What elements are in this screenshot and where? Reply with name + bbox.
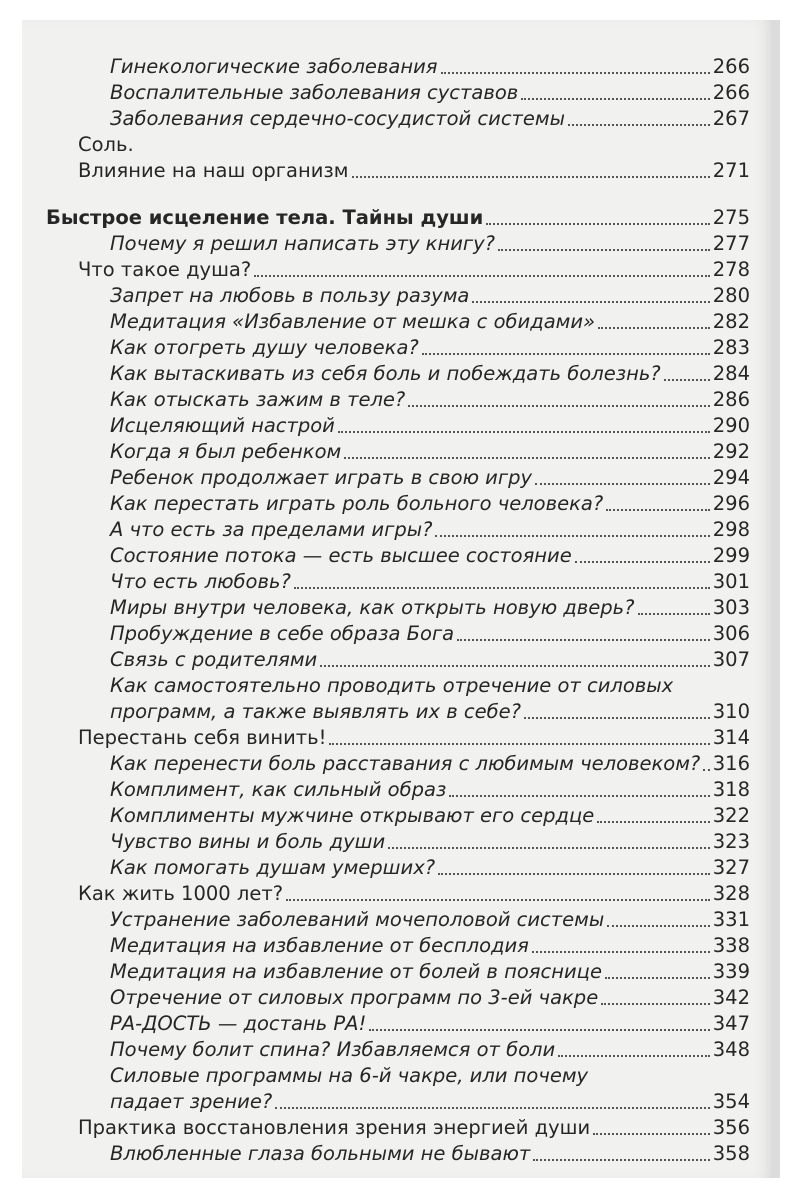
toc-entry-title: Устранение заболеваний мочеполовой системы	[110, 908, 605, 931]
toc-entry	[110, 439, 750, 465]
toc-entry-page: 314	[712, 726, 750, 749]
toc-entry-page: 286	[712, 388, 750, 411]
toc-entry	[110, 1037, 750, 1063]
dot-leader	[369, 1029, 709, 1031]
toc-entry-title: Комплимент, как сильный образ	[110, 778, 447, 801]
toc-entry	[110, 80, 750, 106]
toc-entry-title: Практика восстановления зрения энергией души	[78, 1116, 591, 1139]
toc-entry-title: Чувство вины и боль души	[110, 830, 386, 853]
toc-entry-title: Силовые программы на 6-й чакре, или почему	[110, 1064, 589, 1087]
dot-leader	[441, 72, 710, 74]
toc-entry-page: 331	[712, 908, 750, 931]
toc-entry-page: 318	[712, 778, 750, 801]
toc-entry-page: 277	[712, 232, 750, 255]
dot-leader	[593, 1133, 710, 1135]
toc-entry-title: Соль.	[78, 133, 134, 156]
toc-entry	[110, 907, 750, 933]
dot-leader	[435, 535, 709, 537]
toc-entry-page: 338	[712, 934, 750, 957]
toc-entry-title: Как перестать играть роль больного человека?	[110, 492, 604, 515]
toc-entry	[110, 959, 750, 985]
toc-entry-page: 298	[712, 518, 750, 541]
toc-entry-page: 292	[712, 440, 750, 463]
toc-entry-page: 275	[712, 206, 750, 229]
toc-entry	[78, 881, 750, 907]
toc-entry-title: Что такое душа?	[78, 258, 252, 281]
dot-leader	[275, 1107, 710, 1109]
toc-chapter	[46, 205, 750, 231]
toc-entry-title: РА-ДОСТЬ — достань РА!	[110, 1012, 367, 1035]
toc-entry-title-continued: падает зрение?	[110, 1090, 273, 1113]
dot-leader	[486, 223, 709, 225]
toc-entry-title: Связь с родителями	[110, 648, 318, 671]
toc-entry-page: 306	[712, 622, 750, 645]
toc-entry-page: 294	[712, 466, 750, 489]
toc-entry-title: Отречение от силовых программ по 3-ей чакре	[110, 986, 599, 1009]
toc-entry	[110, 777, 750, 803]
toc-entry-title: Комплименты мужчине открывают его сердце	[110, 804, 595, 827]
toc-entry	[110, 231, 750, 257]
dot-leader	[524, 717, 710, 719]
toc-entry-title: Когда я был ребенком	[110, 440, 342, 463]
toc-entry	[110, 1063, 750, 1115]
toc-entry	[110, 413, 750, 439]
dot-leader	[598, 327, 710, 329]
dot-leader	[535, 483, 710, 485]
toc-entry-title: Ребенок продолжает играть в свою игру	[110, 466, 533, 489]
toc-entry-page: 310	[712, 700, 750, 723]
toc-entry-page: 358	[712, 1142, 750, 1165]
toc-entry-page: 271	[712, 159, 750, 182]
toc-entry-page: 327	[712, 856, 750, 879]
toc-entry-title: Гинекологические заболевания	[110, 55, 438, 78]
toc-entry	[78, 158, 750, 184]
toc-entry-page: 347	[712, 1012, 750, 1035]
toc-entry-page: 322	[712, 804, 750, 827]
dot-leader	[568, 124, 710, 126]
toc-entry-page: 266	[712, 55, 750, 78]
toc-entry-title: Медитация на избавление от болей в пояснице	[110, 960, 602, 983]
toc-chapter-title: Быстрое исцеление тела. Тайны души	[46, 206, 484, 229]
toc-entry	[110, 1141, 750, 1167]
dot-leader	[703, 769, 710, 771]
toc-entry-title: Как отыскать зажим в теле?	[110, 388, 406, 411]
toc-entry-title: Воспалительные заболевания суставов	[110, 81, 519, 104]
toc-entry	[110, 1011, 750, 1037]
toc-entry-page: 301	[712, 570, 750, 593]
dot-leader	[338, 431, 710, 433]
dot-leader	[422, 353, 710, 355]
toc-entry-title: Перестань себя винить!	[78, 726, 327, 749]
dot-leader	[329, 743, 709, 745]
toc-entry-title: Почему я решил написать эту книгу?	[110, 232, 496, 255]
dot-leader	[352, 176, 710, 178]
toc-entry	[110, 309, 750, 335]
toc-entry	[110, 543, 750, 569]
book-page	[22, 20, 780, 1178]
toc-entry	[78, 132, 750, 158]
dot-leader	[558, 1055, 710, 1057]
dot-leader	[606, 509, 710, 511]
toc-entry	[110, 569, 750, 595]
dot-leader	[449, 795, 709, 797]
toc-entry-page: 290	[712, 414, 750, 437]
toc-entry-page: 280	[712, 284, 750, 307]
dot-leader	[344, 457, 710, 459]
dot-leader	[532, 951, 710, 953]
toc-entry	[110, 335, 750, 361]
toc-entry-page: 267	[712, 107, 750, 130]
dot-leader	[607, 925, 710, 927]
toc-entry	[110, 855, 750, 881]
toc-entry	[110, 595, 750, 621]
toc-entry-title: Медитация на избавление от бесплодия	[110, 934, 529, 957]
dot-leader	[601, 1003, 710, 1005]
toc-entry-title: Что есть любовь?	[110, 570, 291, 593]
toc-entry-title: Как вытаскивать из себя боль и побеждать болезнь?	[110, 362, 661, 385]
toc-entry-title: Миры внутри человека, как открыть новую дверь?	[110, 596, 635, 619]
dot-leader	[408, 405, 709, 407]
toc-entry-page: 282	[712, 310, 750, 333]
toc-entry	[110, 361, 750, 387]
toc-entry-title: Как помогать душам умерших?	[110, 856, 436, 879]
toc-entry	[110, 491, 750, 517]
toc-entry-page: 342	[712, 986, 750, 1009]
toc-entry-title: Влияние на наш организм	[78, 159, 349, 182]
toc-entry	[110, 465, 750, 491]
toc-entry	[110, 54, 750, 80]
dot-leader	[638, 613, 710, 615]
toc-entry-page: 307	[712, 648, 750, 671]
toc-entry	[110, 933, 750, 959]
dot-leader	[575, 561, 710, 563]
toc-entry	[78, 725, 750, 751]
toc-entry-page: 278	[712, 258, 750, 281]
toc-entry-title: Запрет на любовь в пользу разума	[110, 284, 470, 307]
toc-entry-page: 356	[712, 1116, 750, 1139]
toc-entry-title: Заболевания сердечно-сосудистой системы	[110, 107, 566, 130]
toc-entry	[110, 283, 750, 309]
toc-entry-title: Влюбленные глаза больными не бывают	[110, 1142, 531, 1165]
toc-entry	[110, 621, 750, 647]
dot-leader	[521, 98, 710, 100]
dot-leader	[664, 379, 710, 381]
toc-entry-page: 339	[712, 960, 750, 983]
toc-entry	[110, 106, 750, 132]
toc-entry-page: 284	[712, 362, 750, 385]
toc-entry-title-continued: программ, а также выявлять их в себе?	[110, 700, 521, 723]
toc-entry-page: 296	[712, 492, 750, 515]
toc-entry-page: 303	[712, 596, 750, 619]
toc-entry-page: 299	[712, 544, 750, 567]
dot-leader	[472, 301, 709, 303]
toc-entry-title: Состояние потока — есть высшее состояние	[110, 544, 572, 567]
toc-entry-page: 328	[712, 882, 750, 905]
toc-entry-title: А что есть за пределами игры?	[110, 518, 433, 541]
dot-leader	[438, 873, 710, 875]
toc-entry-title: Почему болит спина? Избавляемся от боли	[110, 1038, 556, 1061]
toc-entry-title: Исцеляющий настрой	[110, 414, 335, 437]
toc-entry-page: 348	[712, 1038, 750, 1061]
dot-leader	[254, 275, 710, 277]
toc-entry	[110, 647, 750, 673]
toc-entry-title: Медитация «Избавление от мешка с обидами»	[110, 310, 596, 333]
toc-entry-title: Как самостоятельно проводить отречение от силовых	[110, 674, 674, 697]
toc-entry-title: Пробуждение в себе образа Бога	[110, 622, 455, 645]
toc-entry	[110, 387, 750, 413]
toc-entry-title: Как жить 1000 лет?	[78, 882, 284, 905]
toc-entry	[78, 1115, 750, 1141]
toc-entry-page: 283	[712, 336, 750, 359]
dot-leader	[294, 587, 710, 589]
toc-entry	[110, 517, 750, 543]
toc-entry-page: 266	[712, 81, 750, 104]
dot-leader	[533, 1159, 710, 1161]
toc-entry	[110, 803, 750, 829]
dot-leader	[388, 847, 710, 849]
toc-entry-title: Как отогреть душу человека?	[110, 336, 419, 359]
toc-entry	[110, 985, 750, 1011]
toc-entry-title: Как перенести боль расставания с любимым человеком?	[110, 752, 701, 775]
dot-leader	[457, 639, 710, 641]
toc-entry	[110, 673, 750, 725]
dot-leader	[320, 665, 710, 667]
toc-entry-page: 354	[712, 1090, 750, 1113]
toc-entry-page: 323	[712, 830, 750, 853]
dot-leader	[286, 899, 710, 901]
dot-leader	[597, 821, 710, 823]
dot-leader	[498, 249, 710, 251]
toc-entry	[110, 829, 750, 855]
toc-entry	[110, 751, 750, 777]
toc-entry-page: 316	[712, 752, 750, 775]
toc-entry	[78, 257, 750, 283]
dot-leader	[605, 977, 710, 979]
